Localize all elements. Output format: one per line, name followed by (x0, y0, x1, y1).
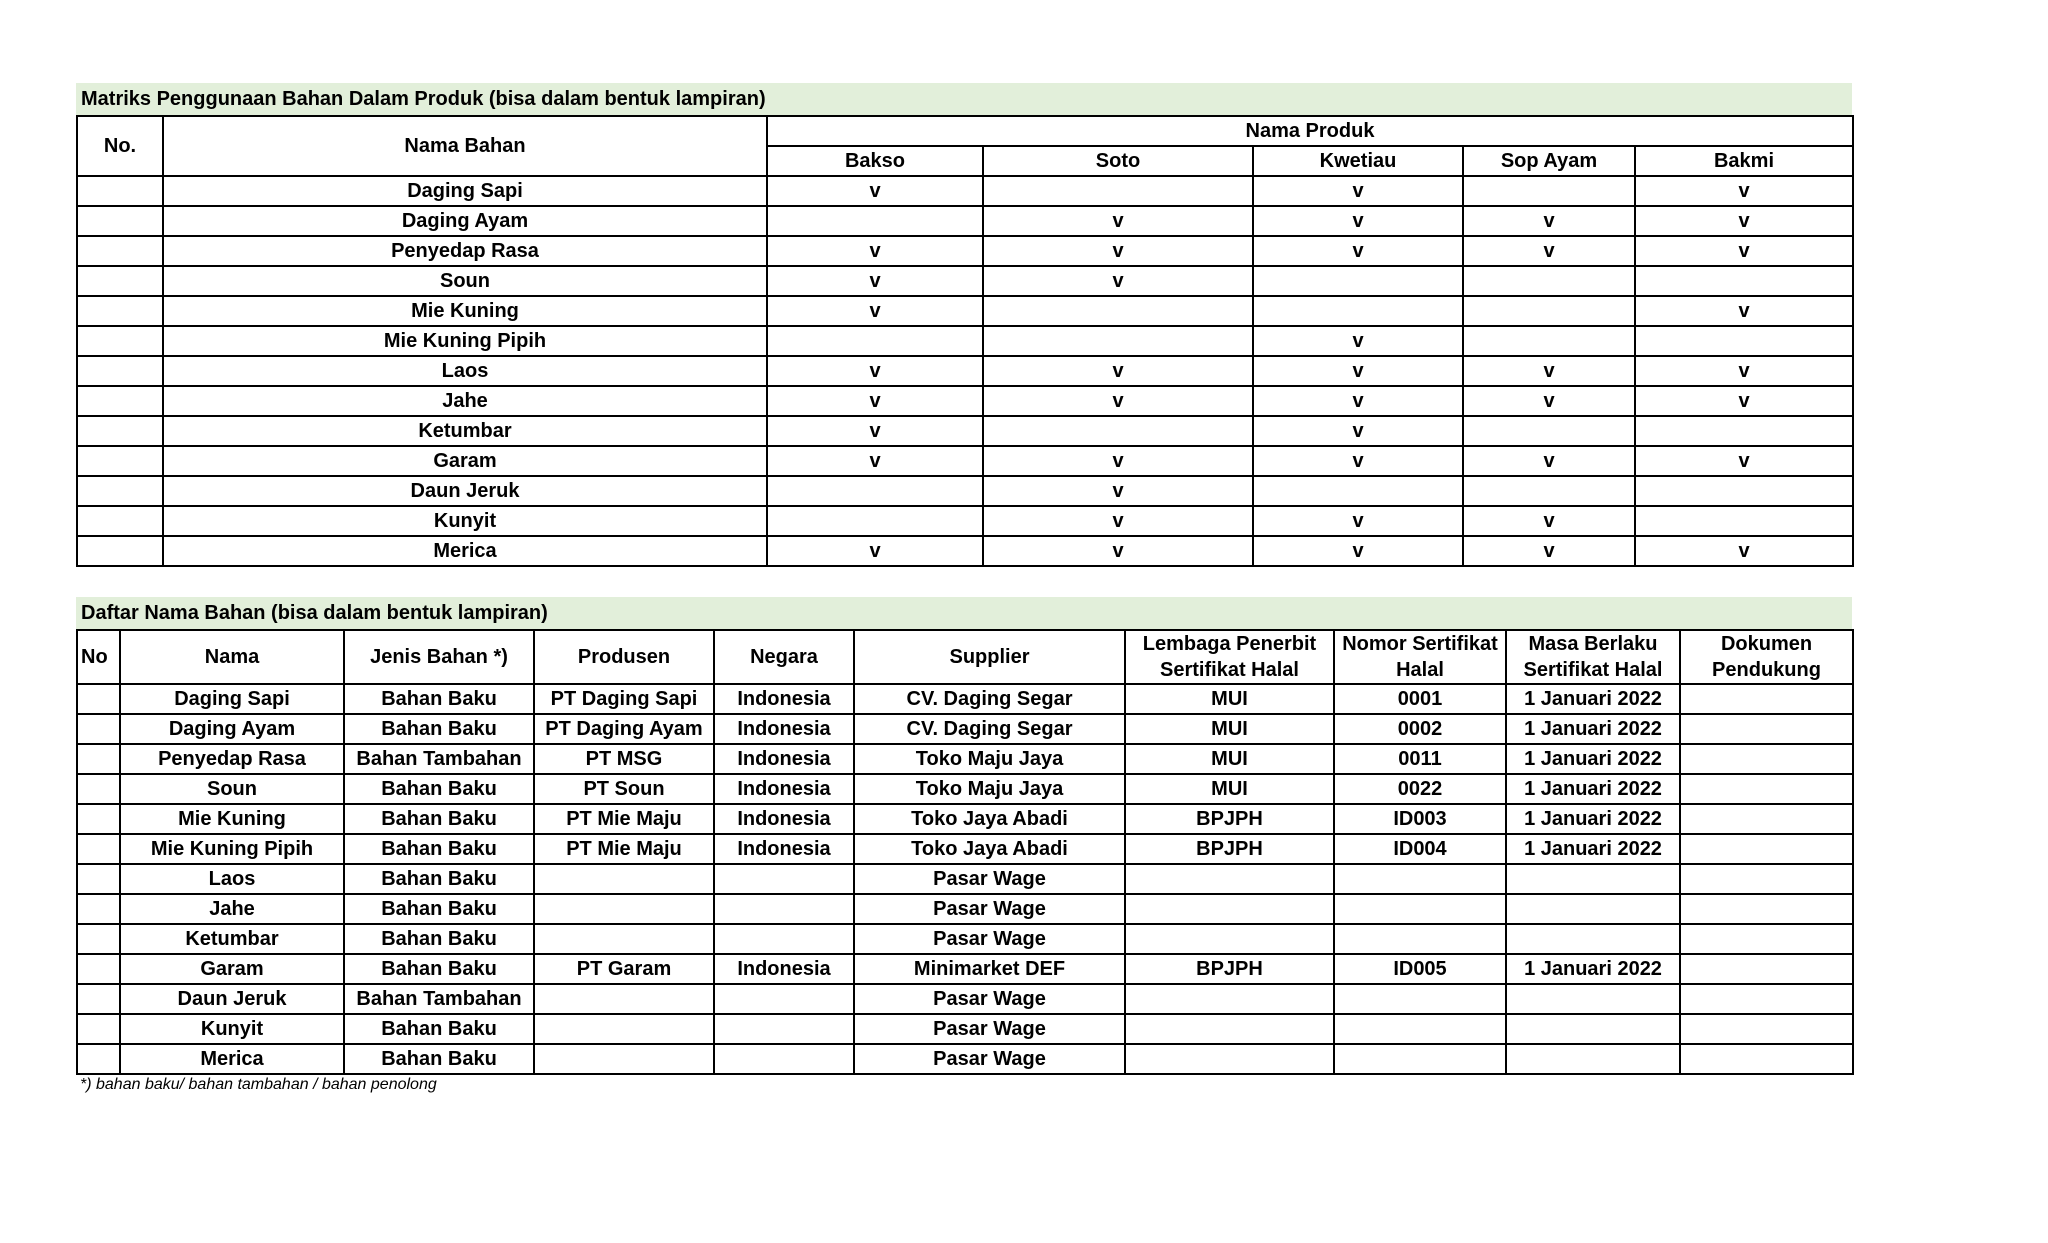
ingredients-cell-lembaga (1125, 864, 1334, 894)
matrix-title: Matriks Penggunaan Bahan Dalam Produk (bisa dalam bentuk lampiran) (76, 83, 1852, 115)
matrix-cell-bahan: Daging Ayam (163, 206, 767, 236)
table-row (77, 894, 1853, 924)
matrix-cell-mark: v (767, 386, 983, 416)
ingredients-cell-negara: Indonesia (714, 834, 854, 864)
ingredients-body (77, 684, 1853, 1074)
ingredients-cell-nama: Daun Jeruk (120, 984, 344, 1014)
ingredients-cell-jenis: Bahan Baku (344, 774, 534, 804)
ingredients-cell-nomor (1334, 1044, 1506, 1074)
ingredients-cell-produsen: PT Daging Ayam (534, 714, 714, 744)
matrix-cell-mark: v (767, 356, 983, 386)
matrix-cell-mark: v (1635, 386, 1853, 416)
ingredients-cell-jenis: Bahan Tambahan (344, 984, 534, 1014)
matrix-cell-mark: v (1463, 386, 1635, 416)
ingredients-table (76, 629, 1854, 1075)
table-row (77, 984, 1853, 1014)
matrix-cell-no (77, 236, 163, 266)
ingredients-cell-supplier: Toko Jaya Abadi (854, 834, 1125, 864)
ingredients-cell-dokumen (1680, 924, 1853, 954)
matrix-cell-bahan: Laos (163, 356, 767, 386)
ingredients-cell-supplier: CV. Daging Segar (854, 714, 1125, 744)
matrix-cell-mark (1463, 266, 1635, 296)
ingredients-cell-dokumen (1680, 744, 1853, 774)
matrix-cell-mark: v (1635, 356, 1853, 386)
matrix-cell-mark (767, 506, 983, 536)
ingredients-cell-lembaga (1125, 1014, 1334, 1044)
ingredients-cell-negara (714, 1014, 854, 1044)
matrix-header-nama-bahan: Nama Bahan (163, 116, 767, 176)
matrix-cell-mark: v (983, 236, 1253, 266)
ingredients-cell-lembaga (1125, 894, 1334, 924)
ingredients-cell-lembaga: MUI (1125, 774, 1334, 804)
matrix-cell-mark: v (767, 266, 983, 296)
ingredients-cell-masa: 1 Januari 2022 (1506, 954, 1680, 984)
ingredients-cell-supplier: Toko Maju Jaya (854, 774, 1125, 804)
matrix-cell-bahan: Garam (163, 446, 767, 476)
ingredients-cell-nomor (1334, 984, 1506, 1014)
matrix-cell-bahan: Merica (163, 536, 767, 566)
matrix-cell-mark (1635, 266, 1853, 296)
ingredients-cell-no (77, 774, 120, 804)
matrix-cell-mark: v (1253, 356, 1463, 386)
ingredients-cell-jenis: Bahan Baku (344, 804, 534, 834)
matrix-cell-mark: v (1463, 236, 1635, 266)
ingredients-section (76, 597, 1852, 1075)
ingredients-header-lembaga: Lembaga Penerbit Sertifikat Halal (1125, 630, 1334, 684)
matrix-cell-mark (983, 176, 1253, 206)
ingredients-cell-nomor: 0022 (1334, 774, 1506, 804)
ingredients-cell-masa: 1 Januari 2022 (1506, 804, 1680, 834)
ingredients-cell-masa (1506, 924, 1680, 954)
matrix-cell-mark (1253, 296, 1463, 326)
ingredients-cell-no (77, 924, 120, 954)
ingredients-cell-negara: Indonesia (714, 954, 854, 984)
ingredients-cell-lembaga (1125, 984, 1334, 1014)
table-row (77, 416, 1853, 446)
matrix-cell-mark: v (1635, 536, 1853, 566)
ingredients-cell-supplier: Pasar Wage (854, 894, 1125, 924)
ingredients-cell-nomor: 0002 (1334, 714, 1506, 744)
ingredients-cell-no (77, 684, 120, 714)
ingredients-cell-nama: Jahe (120, 894, 344, 924)
ingredients-cell-supplier: Pasar Wage (854, 1014, 1125, 1044)
matrix-cell-mark (983, 326, 1253, 356)
table-row (77, 774, 1853, 804)
ingredients-cell-supplier: Pasar Wage (854, 924, 1125, 954)
ingredients-header-masa: Masa Berlaku Sertifikat Halal (1506, 630, 1680, 684)
ingredients-cell-negara (714, 984, 854, 1014)
ingredients-cell-lembaga: BPJPH (1125, 834, 1334, 864)
table-row (77, 386, 1853, 416)
ingredients-cell-supplier: Pasar Wage (854, 864, 1125, 894)
matrix-cell-bahan: Daging Sapi (163, 176, 767, 206)
ingredients-cell-negara (714, 864, 854, 894)
ingredients-cell-supplier: Minimarket DEF (854, 954, 1125, 984)
matrix-cell-mark (1253, 266, 1463, 296)
ingredients-cell-negara (714, 1044, 854, 1074)
ingredients-cell-produsen: PT Daging Sapi (534, 684, 714, 714)
ingredients-cell-nama: Kunyit (120, 1014, 344, 1044)
ingredients-cell-masa (1506, 864, 1680, 894)
matrix-header-product: Bakmi (1635, 146, 1853, 176)
matrix-cell-mark (983, 296, 1253, 326)
matrix-cell-mark: v (1253, 446, 1463, 476)
ingredients-cell-nomor: 0001 (1334, 684, 1506, 714)
ingredients-cell-no (77, 984, 120, 1014)
ingredients-cell-nama: Soun (120, 774, 344, 804)
ingredients-cell-nama: Garam (120, 954, 344, 984)
matrix-cell-bahan: Daun Jeruk (163, 476, 767, 506)
ingredients-cell-lembaga: MUI (1125, 744, 1334, 774)
ingredients-cell-negara: Indonesia (714, 774, 854, 804)
matrix-cell-mark: v (1463, 506, 1635, 536)
matrix-cell-mark: v (767, 536, 983, 566)
matrix-cell-mark (1463, 176, 1635, 206)
matrix-cell-bahan: Ketumbar (163, 416, 767, 446)
ingredients-cell-negara: Indonesia (714, 684, 854, 714)
matrix-cell-bahan: Mie Kuning (163, 296, 767, 326)
ingredients-cell-supplier: Pasar Wage (854, 1044, 1125, 1074)
ingredients-cell-lembaga: MUI (1125, 684, 1334, 714)
ingredients-cell-supplier: Toko Jaya Abadi (854, 804, 1125, 834)
matrix-header-product: Bakso (767, 146, 983, 176)
ingredients-cell-jenis: Bahan Baku (344, 1014, 534, 1044)
matrix-cell-mark: v (1635, 236, 1853, 266)
ingredients-header-supplier: Supplier (854, 630, 1125, 684)
matrix-cell-mark: v (983, 206, 1253, 236)
matrix-cell-mark: v (1463, 536, 1635, 566)
matrix-cell-mark (1635, 416, 1853, 446)
ingredients-cell-dokumen (1680, 804, 1853, 834)
table-row (77, 744, 1853, 774)
ingredients-cell-masa (1506, 894, 1680, 924)
ingredients-cell-masa: 1 Januari 2022 (1506, 684, 1680, 714)
matrix-cell-mark: v (1635, 296, 1853, 326)
matrix-cell-no (77, 416, 163, 446)
matrix-header-nama-produk: Nama Produk (767, 116, 1853, 146)
matrix-cell-mark: v (767, 296, 983, 326)
matrix-cell-mark: v (1253, 416, 1463, 446)
ingredients-cell-masa: 1 Januari 2022 (1506, 744, 1680, 774)
matrix-cell-mark (1463, 476, 1635, 506)
ingredients-cell-nomor: ID004 (1334, 834, 1506, 864)
ingredients-cell-nomor (1334, 894, 1506, 924)
ingredients-cell-nomor: 0011 (1334, 744, 1506, 774)
table-row (77, 266, 1853, 296)
matrix-header-no: No. (77, 116, 163, 176)
ingredients-cell-dokumen (1680, 774, 1853, 804)
matrix-cell-mark (1463, 326, 1635, 356)
ingredients-cell-masa: 1 Januari 2022 (1506, 774, 1680, 804)
ingredients-cell-produsen (534, 984, 714, 1014)
table-row (77, 176, 1853, 206)
matrix-cell-mark: v (767, 446, 983, 476)
matrix-cell-mark: v (983, 506, 1253, 536)
matrix-cell-no (77, 386, 163, 416)
ingredients-header-no: No (77, 630, 120, 684)
table-row (77, 834, 1853, 864)
matrix-cell-mark: v (983, 446, 1253, 476)
ingredients-cell-nama: Mie Kuning (120, 804, 344, 834)
ingredients-cell-supplier: CV. Daging Segar (854, 684, 1125, 714)
ingredients-header-nomor: Nomor Sertifikat Halal (1334, 630, 1506, 684)
ingredients-cell-supplier: Toko Maju Jaya (854, 744, 1125, 774)
ingredients-cell-nama: Ketumbar (120, 924, 344, 954)
ingredients-cell-lembaga: BPJPH (1125, 804, 1334, 834)
matrix-cell-mark: v (1463, 206, 1635, 236)
matrix-header-product: Soto (983, 146, 1253, 176)
matrix-cell-mark: v (983, 356, 1253, 386)
ingredients-cell-dokumen (1680, 1014, 1853, 1044)
ingredients-cell-nama: Daging Sapi (120, 684, 344, 714)
ingredients-cell-dokumen (1680, 864, 1853, 894)
table-row (77, 714, 1853, 744)
ingredients-cell-no (77, 804, 120, 834)
matrix-cell-mark: v (767, 416, 983, 446)
matrix-header-product: Sop Ayam (1463, 146, 1635, 176)
ingredients-cell-masa (1506, 984, 1680, 1014)
matrix-cell-mark (1635, 326, 1853, 356)
ingredients-cell-masa (1506, 1044, 1680, 1074)
matrix-cell-mark: v (1635, 206, 1853, 236)
ingredients-cell-negara: Indonesia (714, 714, 854, 744)
table-row (77, 954, 1853, 984)
matrix-cell-mark (1635, 476, 1853, 506)
table-row (77, 296, 1853, 326)
ingredients-cell-dokumen (1680, 684, 1853, 714)
ingredients-cell-no (77, 1014, 120, 1044)
matrix-cell-no (77, 356, 163, 386)
ingredients-cell-jenis: Bahan Baku (344, 864, 534, 894)
ingredients-cell-masa (1506, 1014, 1680, 1044)
ingredients-cell-dokumen (1680, 954, 1853, 984)
table-row (77, 326, 1853, 356)
ingredients-cell-jenis: Bahan Baku (344, 954, 534, 984)
ingredients-cell-negara (714, 924, 854, 954)
matrix-cell-no (77, 446, 163, 476)
ingredients-cell-lembaga: BPJPH (1125, 954, 1334, 984)
ingredients-cell-produsen (534, 864, 714, 894)
matrix-cell-bahan: Kunyit (163, 506, 767, 536)
ingredients-cell-no (77, 954, 120, 984)
matrix-cell-bahan: Jahe (163, 386, 767, 416)
matrix-cell-mark: v (1463, 446, 1635, 476)
matrix-cell-mark: v (983, 386, 1253, 416)
ingredients-header-negara: Negara (714, 630, 854, 684)
ingredients-cell-jenis: Bahan Baku (344, 924, 534, 954)
matrix-cell-no (77, 506, 163, 536)
matrix-cell-bahan: Mie Kuning Pipih (163, 326, 767, 356)
ingredients-cell-dokumen (1680, 834, 1853, 864)
ingredients-cell-nomor (1334, 864, 1506, 894)
ingredients-cell-no (77, 894, 120, 924)
matrix-cell-bahan: Soun (163, 266, 767, 296)
ingredients-cell-nama: Laos (120, 864, 344, 894)
matrix-cell-mark: v (1253, 386, 1463, 416)
ingredients-cell-no (77, 834, 120, 864)
matrix-cell-mark: v (983, 476, 1253, 506)
matrix-cell-no (77, 296, 163, 326)
table-row (77, 864, 1853, 894)
matrix-cell-mark: v (767, 236, 983, 266)
table-row (77, 684, 1853, 714)
ingredients-cell-negara: Indonesia (714, 744, 854, 774)
table-row (77, 446, 1853, 476)
ingredients-cell-no (77, 1044, 120, 1074)
matrix-cell-mark (1635, 506, 1853, 536)
matrix-cell-mark (767, 476, 983, 506)
table-row (77, 476, 1853, 506)
ingredients-cell-nama: Mie Kuning Pipih (120, 834, 344, 864)
ingredients-cell-produsen (534, 1014, 714, 1044)
ingredients-cell-lembaga: MUI (1125, 714, 1334, 744)
ingredients-cell-dokumen (1680, 1044, 1853, 1074)
ingredients-cell-masa: 1 Januari 2022 (1506, 714, 1680, 744)
matrix-cell-bahan: Penyedap Rasa (163, 236, 767, 266)
matrix-cell-mark: v (1635, 446, 1853, 476)
matrix-cell-mark: v (767, 176, 983, 206)
table-row (77, 206, 1853, 236)
ingredients-cell-negara (714, 894, 854, 924)
table-row (77, 804, 1853, 834)
matrix-cell-mark (1463, 416, 1635, 446)
ingredients-cell-nomor: ID003 (1334, 804, 1506, 834)
ingredients-cell-produsen: PT MSG (534, 744, 714, 774)
table-row (77, 536, 1853, 566)
ingredients-cell-produsen (534, 1044, 714, 1074)
matrix-cell-mark: v (983, 536, 1253, 566)
matrix-section (76, 83, 1852, 567)
table-row (77, 1044, 1853, 1074)
ingredients-header-dokumen: Dokumen Pendukung (1680, 630, 1853, 684)
matrix-cell-no (77, 326, 163, 356)
ingredients-cell-nama: Daging Ayam (120, 714, 344, 744)
ingredients-cell-produsen (534, 924, 714, 954)
ingredients-cell-produsen: PT Garam (534, 954, 714, 984)
ingredients-cell-produsen: PT Mie Maju (534, 804, 714, 834)
matrix-cell-no (77, 266, 163, 296)
ingredients-cell-negara: Indonesia (714, 804, 854, 834)
ingredients-cell-produsen (534, 894, 714, 924)
ingredients-cell-masa: 1 Januari 2022 (1506, 834, 1680, 864)
ingredients-cell-produsen: PT Mie Maju (534, 834, 714, 864)
matrix-cell-no (77, 176, 163, 206)
matrix-cell-mark: v (1463, 356, 1635, 386)
ingredients-cell-lembaga (1125, 924, 1334, 954)
matrix-body (77, 176, 1853, 566)
matrix-cell-no (77, 476, 163, 506)
matrix-cell-mark: v (1635, 176, 1853, 206)
ingredients-cell-nomor: ID005 (1334, 954, 1506, 984)
ingredients-cell-no (77, 744, 120, 774)
matrix-cell-no (77, 206, 163, 236)
ingredients-cell-no (77, 714, 120, 744)
table-row (77, 924, 1853, 954)
ingredients-cell-nama: Merica (120, 1044, 344, 1074)
matrix-header-product: Kwetiau (1253, 146, 1463, 176)
ingredients-header-produsen: Produsen (534, 630, 714, 684)
matrix-cell-mark (983, 416, 1253, 446)
ingredients-cell-jenis: Bahan Baku (344, 894, 534, 924)
matrix-cell-mark: v (1253, 326, 1463, 356)
ingredients-cell-jenis: Bahan Baku (344, 714, 534, 744)
matrix-cell-mark (1253, 476, 1463, 506)
table-row (77, 236, 1853, 266)
ingredients-cell-jenis: Bahan Tambahan (344, 744, 534, 774)
ingredients-title: Daftar Nama Bahan (bisa dalam bentuk lampiran) (76, 597, 1852, 629)
ingredients-cell-nama: Penyedap Rasa (120, 744, 344, 774)
ingredients-cell-jenis: Bahan Baku (344, 834, 534, 864)
ingredients-header-nama: Nama (120, 630, 344, 684)
matrix-cell-mark: v (1253, 236, 1463, 266)
matrix-cell-mark: v (983, 266, 1253, 296)
ingredients-header-row (77, 630, 1853, 684)
matrix-cell-mark (1463, 296, 1635, 326)
matrix-cell-mark: v (1253, 176, 1463, 206)
ingredients-cell-jenis: Bahan Baku (344, 1044, 534, 1074)
ingredients-cell-no (77, 864, 120, 894)
ingredients-cell-nomor (1334, 924, 1506, 954)
matrix-cell-mark: v (1253, 536, 1463, 566)
ingredients-cell-supplier: Pasar Wage (854, 984, 1125, 1014)
ingredients-cell-dokumen (1680, 894, 1853, 924)
ingredients-cell-jenis: Bahan Baku (344, 684, 534, 714)
matrix-cell-mark: v (1253, 206, 1463, 236)
matrix-table (76, 115, 1854, 567)
ingredients-cell-dokumen (1680, 714, 1853, 744)
matrix-cell-mark (767, 206, 983, 236)
matrix-cell-no (77, 536, 163, 566)
table-row (77, 356, 1853, 386)
table-row (77, 1014, 1853, 1044)
ingredients-cell-lembaga (1125, 1044, 1334, 1074)
matrix-cell-mark: v (1253, 506, 1463, 536)
ingredients-cell-dokumen (1680, 984, 1853, 1014)
table-row (77, 506, 1853, 536)
ingredients-cell-produsen: PT Soun (534, 774, 714, 804)
matrix-cell-mark (767, 326, 983, 356)
ingredients-header-jenis: Jenis Bahan *) (344, 630, 534, 684)
ingredients-cell-nomor (1334, 1014, 1506, 1044)
footnote: *) bahan baku/ bahan tambahan / bahan penolong (80, 1076, 437, 1093)
